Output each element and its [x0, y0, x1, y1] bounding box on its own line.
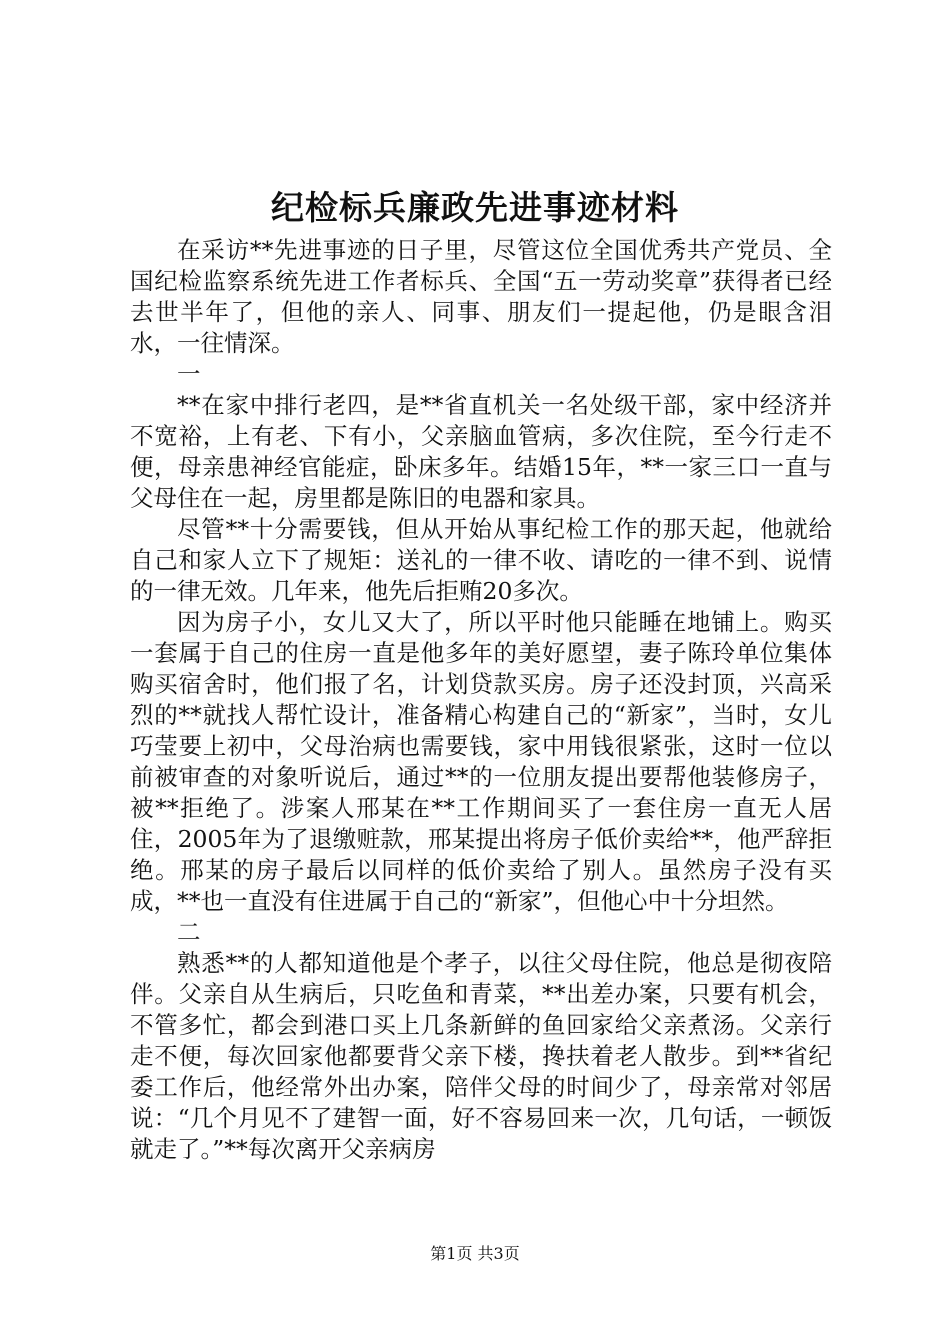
paragraph-house: 因为房子小，女儿又大了，所以平时他只能睡在地铺上。购买一套属于自己的住房一直是他多年的美好愿望，妻子陈玲单位集体购买宿舍时，他们报了名，计划贷款买房。房子还没封顶，兴高采烈的**就找人帮忙设计，准备精心构建自己的“新家”，当时，女儿巧莹要上初中，父母治病也需要钱，家中用钱很紧张，这时一位以前被审查的对象听说后，通过**的一位朋友提出要帮他装修房子，被**拒绝了。涉案人邢某在**工作期间买了一套住房一直无人居住，2005年为了退缴赃款，邢某提出将房子低价卖给**，他严辞拒绝。邢某的房子最后以同样的低价卖给了别人。虽然房子没有买成，**也一直没有住进属于自己的“新家”，但他心中十分坦然。 — [130, 608, 832, 915]
paragraph-filial: 熟悉**的人都知道他是个孝子，以往父母住院，他总是彻夜陪伴。父亲自从生病后，只吃鱼和青菜，**出差办案，只要有机会，不管多忙，都会到港口买上几条新鲜的鱼回家给父亲煮汤。父亲行走不便，每次回家他都要背父亲下楼，搀扶着老人散步。到**省纪委工作后，他经常外出办案，陪伴父母的时间少了，母亲常对邻居说：“几个月见不了建智一面，好不容易回来一次，几句话，一顿饭就走了。”**每次离开父亲病房 — [130, 949, 832, 1163]
document-title: 纪检标兵廉政先进事迹材料 — [271, 188, 679, 227]
section-heading-two: 二 — [177, 918, 201, 946]
section-heading-one: 一 — [177, 360, 201, 388]
document-body — [130, 235, 832, 1165]
paragraph-intro: 在采访**先进事迹的日子里，尽管这位全国优秀共产党员、全国纪检监察系统先进工作者标兵、全国“五一劳动奖章”获得者已经去世半年了，但他的亲人、同事、朋友们一提起他，仍是眼含泪水，一往情深。 — [130, 236, 832, 357]
paragraph-family: **在家中排行老四，是**省直机关一名处级干部，家中经济并不宽裕，上有老、下有小，父亲脑血管病，多次住院，至今行走不便，母亲患神经官能症，卧床多年。结婚15年，**一家三口一直与父母住在一起，房里都是陈旧的电器和家具。 — [130, 391, 832, 512]
page-footer: 第1页 共3页 — [430, 1244, 520, 1263]
paragraph-rules: 尽管**十分需要钱，但从开始从事纪检工作的那天起，他就给自己和家人立下了规矩：送礼的一律不收、请吃的一律不到、说情的一律无效。几年来，他先后拒贿20多次。 — [130, 515, 832, 605]
